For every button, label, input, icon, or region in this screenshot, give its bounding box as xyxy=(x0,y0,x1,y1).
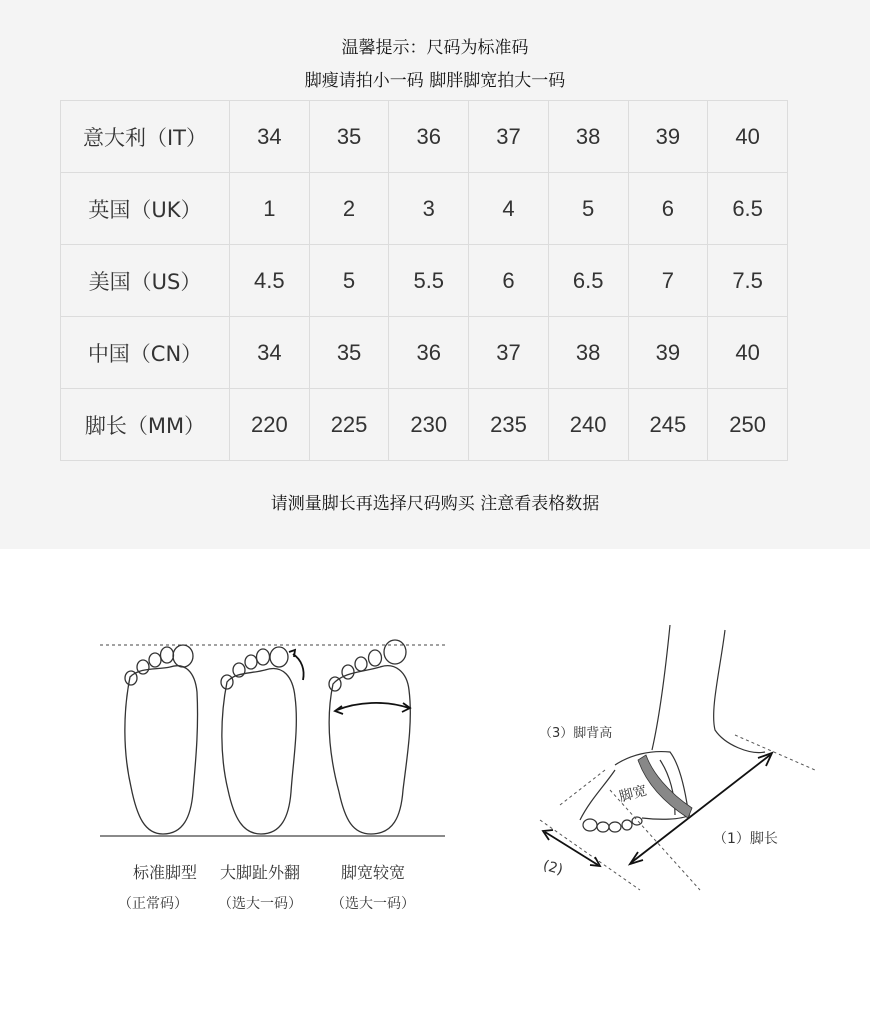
instep-label: （3）脚背高 xyxy=(539,726,613,741)
table-cell: 37 xyxy=(469,317,549,389)
foot-types-illustration xyxy=(95,612,450,852)
row-label: 中国（CN） xyxy=(61,317,230,389)
table-cell: 34 xyxy=(230,101,310,173)
measure-instruction: 请测量脚长再选择尺码购买 注意看表格数据 xyxy=(270,494,600,514)
table-cell: 230 xyxy=(389,389,469,461)
table-cell: 225 xyxy=(309,389,389,461)
foot-type-note: （正常码） xyxy=(118,896,188,912)
table-cell: 6 xyxy=(469,245,549,317)
table-cell: 35 xyxy=(309,101,389,173)
table-cell: 220 xyxy=(230,389,310,461)
standard-foot-icon xyxy=(125,645,198,834)
table-cell: 38 xyxy=(548,317,628,389)
table-cell: 4.5 xyxy=(230,245,310,317)
table-cell: 245 xyxy=(628,389,708,461)
table-cell: 3 xyxy=(389,173,469,245)
table-row xyxy=(61,173,788,245)
foot-type-name: 脚宽较宽 xyxy=(340,863,405,882)
table-row xyxy=(61,101,788,173)
foot-measurement-illustration xyxy=(520,620,820,900)
guide-lines xyxy=(540,735,815,890)
table-cell: 250 xyxy=(708,389,788,461)
table-row xyxy=(61,389,788,461)
wide-foot-icon xyxy=(329,640,410,834)
table-cell: 2 xyxy=(309,173,389,245)
table-cell: 5 xyxy=(309,245,389,317)
table-row xyxy=(61,317,788,389)
table-cell: 7 xyxy=(628,245,708,317)
table-cell: 240 xyxy=(548,389,628,461)
table-row xyxy=(61,245,788,317)
length-label: （1）脚长 xyxy=(713,831,778,847)
table-cell: 36 xyxy=(389,101,469,173)
bunion-foot-icon xyxy=(221,647,304,834)
row-label: 意大利（IT） xyxy=(61,101,230,173)
table-cell: 37 xyxy=(469,101,549,173)
table-cell: 38 xyxy=(548,101,628,173)
row-label: 美国（US） xyxy=(61,245,230,317)
notice-line-1: 温馨提示：尺码为标准码 xyxy=(341,38,529,58)
table-cell: 235 xyxy=(469,389,549,461)
width-label: 脚宽 xyxy=(617,782,649,806)
table-cell: 6.5 xyxy=(708,173,788,245)
table-cell: 7.5 xyxy=(708,245,788,317)
size-table xyxy=(60,100,788,461)
table-cell: 40 xyxy=(708,101,788,173)
table-cell: 34 xyxy=(230,317,310,389)
table-cell: 6.5 xyxy=(548,245,628,317)
table-cell: 40 xyxy=(708,317,788,389)
foot-type-name: 标准脚型 xyxy=(132,863,197,882)
table-cell: 5.5 xyxy=(389,245,469,317)
table-cell: 4 xyxy=(469,173,549,245)
row-label: 英国（UK） xyxy=(61,173,230,245)
table-cell: 36 xyxy=(389,317,469,389)
table-cell: 39 xyxy=(628,317,708,389)
width-number-label: (2) xyxy=(541,857,565,879)
foot-type-note: （选大一码） xyxy=(331,896,415,912)
foot-type-name: 大脚趾外翻 xyxy=(219,863,300,882)
table-cell: 1 xyxy=(230,173,310,245)
table-cell: 5 xyxy=(548,173,628,245)
row-label: 脚长（MM） xyxy=(61,389,230,461)
foot-type-note: （选大一码） xyxy=(218,896,302,912)
notice-line-2: 脚瘦请拍小一码 脚胖脚宽拍大一码 xyxy=(304,71,566,91)
table-cell: 35 xyxy=(309,317,389,389)
table-cell: 6 xyxy=(628,173,708,245)
table-cell: 39 xyxy=(628,101,708,173)
